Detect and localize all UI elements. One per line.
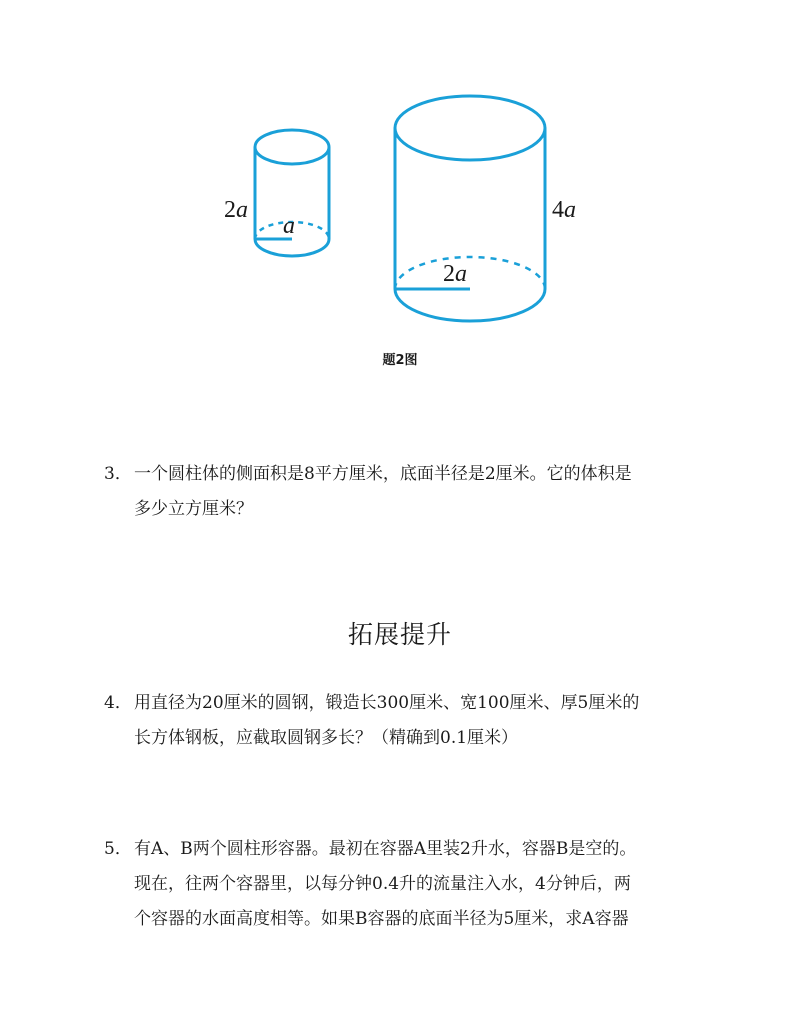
large-height-label: 4a [552,197,576,223]
large-cylinder-bottom-back [395,257,545,289]
cylinders-diagram [0,0,800,340]
small-radius-label: a [283,213,295,239]
large-radius-label: 2a [443,261,467,287]
problem-line: 个容器的水面高度相等。如果B容器的底面半径为5厘米，求A容器 [134,909,629,929]
cylinder-figure [0,0,800,340]
large-cylinder-bottom-front [395,289,545,321]
figure-caption: 题2图 [382,353,418,368]
problem-line: 有A、B两个圆柱形容器。最初在容器A里装2升水，容器B是空的。 [134,839,637,859]
problem-line: 用直径为20厘米的圆钢，锻造长300厘米、宽100厘米、厚5厘米的 [134,693,640,713]
problem-4 [104,686,714,756]
large-cylinder-top [395,96,545,160]
problem-number: 4． [104,693,132,713]
problem-number: 3． [104,464,132,484]
problem-5 [104,832,714,937]
problem-number: 5． [104,839,132,859]
problem-line: 长方体钢板，应截取圆钢多长？（精确到0.1厘米） [134,728,519,748]
small-cylinder-bottom-front [255,239,329,256]
small-height-label: 2a [224,197,248,223]
section-title: 拓展提升 [347,620,452,649]
problem-3 [104,457,714,527]
problem-line: 一个圆柱体的侧面积是8平方厘米，底面半径是2厘米。它的体积是 [134,464,632,484]
problem-line: 多少立方厘米？ [134,499,253,519]
problem-line: 现在，往两个容器里，以每分钟0.4升的流量注入水，4分钟后，两 [134,874,631,894]
small-cylinder-top [255,130,329,164]
